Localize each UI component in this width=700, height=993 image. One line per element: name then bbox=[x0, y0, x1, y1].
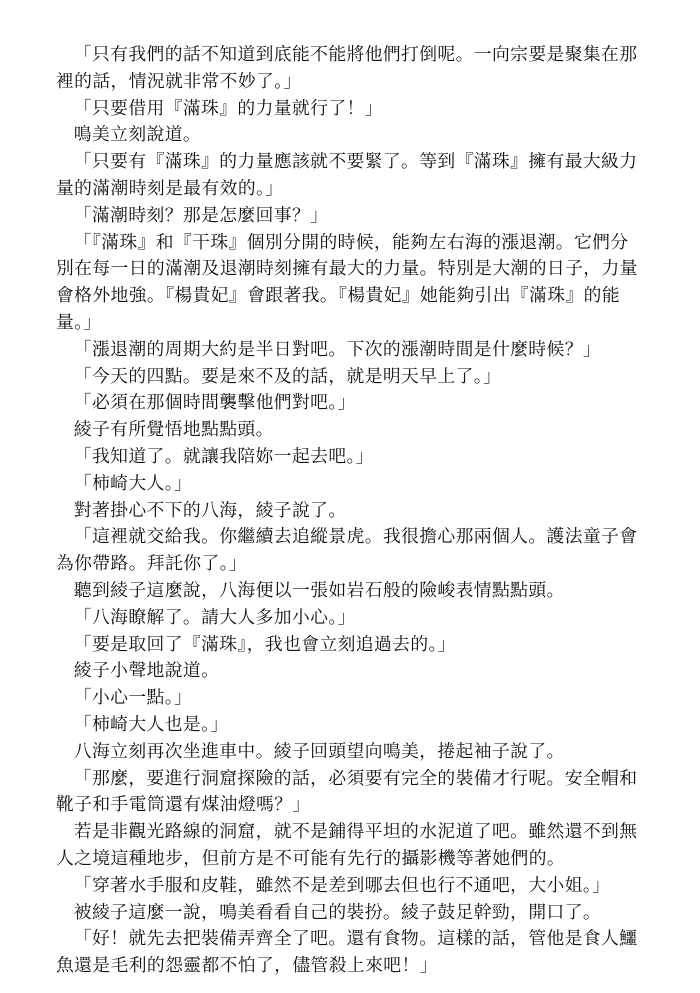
paragraph: 「只要有『滿珠』的力量應該就不要緊了。等到『滿珠』擁有最大級力量的滿潮時刻是最有效的。」 bbox=[56, 151, 638, 199]
paragraph: 「八海瞭解了。請大人多加小心。」 bbox=[73, 606, 356, 628]
paragraph: 「要是取回了『滿珠』，我也會立刻追過去的。」 bbox=[73, 633, 456, 655]
paragraph: 若是非觀光路線的洞窟，就不是鋪得平坦的水泥道了吧。雖然還不到無人之境這種地步，但前方是不可能有先行的攝影機等著她們的。 bbox=[56, 821, 638, 869]
paragraph: 「柿崎大人也是。」 bbox=[73, 713, 229, 735]
paragraph: 「小心一點。」 bbox=[73, 687, 193, 709]
paragraph: 「必須在那個時間襲擊他們對吧。」 bbox=[73, 392, 356, 414]
paragraph: 鳴美立刻說道。 bbox=[73, 124, 202, 146]
paragraph: 「穿著水手服和皮鞋，雖然不是差到哪去但也行不通吧，大小姐。」 bbox=[73, 874, 611, 896]
paragraph: 「只有我們的話不知道到底能不能將他們打倒呢。一向宗要是聚集在那裡的話，情況就非常不妙了。」 bbox=[56, 44, 638, 92]
paragraph: 「只要借用『滿珠』的力量就行了！」 bbox=[73, 97, 383, 119]
paragraph: 「『滿珠』和『干珠』個別分開的時候，能夠左右海的漲退潮。它們分別在每一日的滿潮及退潮時刻擁有最大的力量。特別是大潮的日子，力量會格外地強。『楊貴妃』會跟著我。『楊貴妃』她能夠引出『滿珠』的能量。」 bbox=[56, 231, 638, 333]
paragraph: 「這裡就交給我。你繼續去追縱景虎。我很擔心那兩個人。護法童子會為你帶路。拜託你了。」 bbox=[56, 526, 638, 575]
paragraph: 「漲退潮的周期大約是半日對吧。下次的漲潮時間是什麼時候？」 bbox=[73, 338, 602, 360]
paragraph: 「我知道了。就讓我陪妳一起去吧。」 bbox=[73, 445, 374, 467]
paragraph: 「今天的四點。要是來不及的話，就是明天早上了。」 bbox=[73, 365, 502, 387]
paragraph: 對著掛心不下的八海，綾子說了。 bbox=[73, 499, 347, 521]
paragraph: 「好！就先去把裝備弄齊全了吧。還有食物。這樣的話，管他是食人鱷魚還是毛利的怨靈都不怕了，儘管殺上來吧！」 bbox=[56, 928, 638, 977]
paragraph: 「柿崎大人。」 bbox=[73, 472, 193, 494]
paragraph: 八海立刻再次坐進車中。綾子回頭望向鳴美，捲起袖子說了。 bbox=[73, 740, 565, 762]
paragraph: 綾子小聲地說道。 bbox=[73, 660, 220, 682]
paragraph: 「那麼，要進行洞窟探險的話，必須要有完全的裝備才行呢。安全帽和靴子和手電筒還有煤油燈嗎？」 bbox=[56, 767, 638, 816]
paragraph: 「滿潮時刻？那是怎麼回事？」 bbox=[73, 204, 329, 226]
paragraph: 被綾子這麼一說，鳴美看看自己的裝扮。綾子鼓足幹勁，開口了。 bbox=[73, 901, 602, 923]
body-text bbox=[56, 42, 646, 980]
paragraph: 聽到綾子這麼說，八海便以一張如岩石般的險峻表情點點頭。 bbox=[73, 579, 565, 601]
paragraph: 綾子有所覺悟地點點頭。 bbox=[73, 419, 274, 441]
